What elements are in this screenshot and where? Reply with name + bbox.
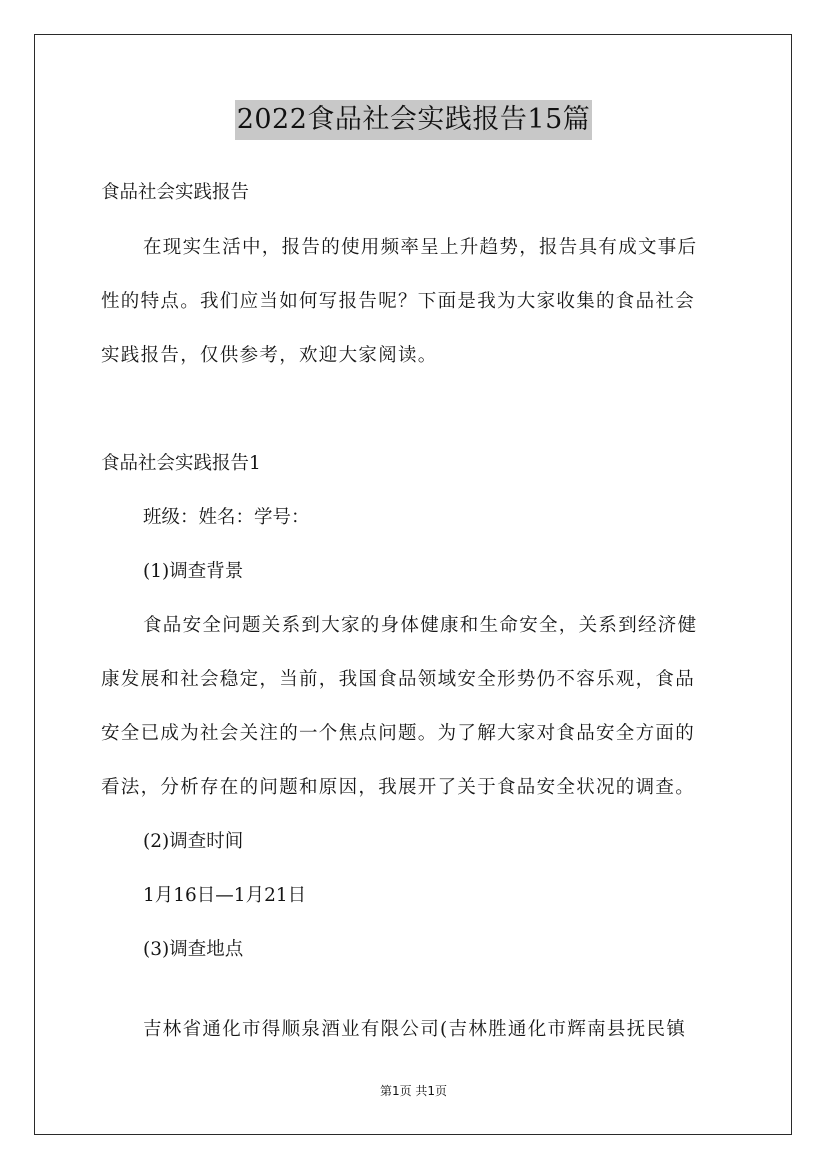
section-heading: 食品社会实践报告1: [101, 453, 261, 474]
subtitle: 食品社会实践报告: [101, 182, 250, 203]
item-2-body: 1月16日—1月21日: [143, 885, 307, 906]
page-footer: 第1页 共1页: [379, 1084, 448, 1098]
intro-line-3: 实践报告，仅供参考，欢迎大家阅读。: [101, 345, 438, 366]
title-container: [0, 100, 827, 140]
intro-line-2: 性的特点。我们应当如何写报告呢？下面是我为大家收集的食品社会: [101, 291, 696, 312]
document-title: 2022食品社会实践报告15篇: [235, 100, 593, 140]
item-1-body-line-3: 安全已成为社会关注的一个焦点问题。为了解大家对食品安全方面的: [101, 723, 696, 744]
item-1-body-line-1: 食品安全问题关系到大家的身体健康和生命安全，关系到经济健: [143, 615, 698, 636]
intro-line-1: 在现实生活中，报告的使用频率呈上升趋势，报告具有成文事后: [143, 237, 698, 258]
class-name-id-line: 班级：姓名：学号：: [143, 507, 310, 528]
item-1-body-line-4: 看法，分析存在的问题和原因，我展开了关于食品安全状况的调查。: [101, 777, 696, 798]
item-2-heading: (2)调查时间: [143, 831, 244, 852]
item-1-heading: (1)调查背景: [143, 561, 244, 582]
item-1-body-line-2: 康发展和社会稳定，当前，我国食品领域安全形势仍不容乐观，食品: [101, 669, 696, 690]
item-3-body: 吉林省通化市得顺泉酒业有限公司(吉林胜通化市辉南县抚民镇: [143, 1019, 687, 1040]
item-3-heading: (3)调查地点: [143, 939, 244, 960]
